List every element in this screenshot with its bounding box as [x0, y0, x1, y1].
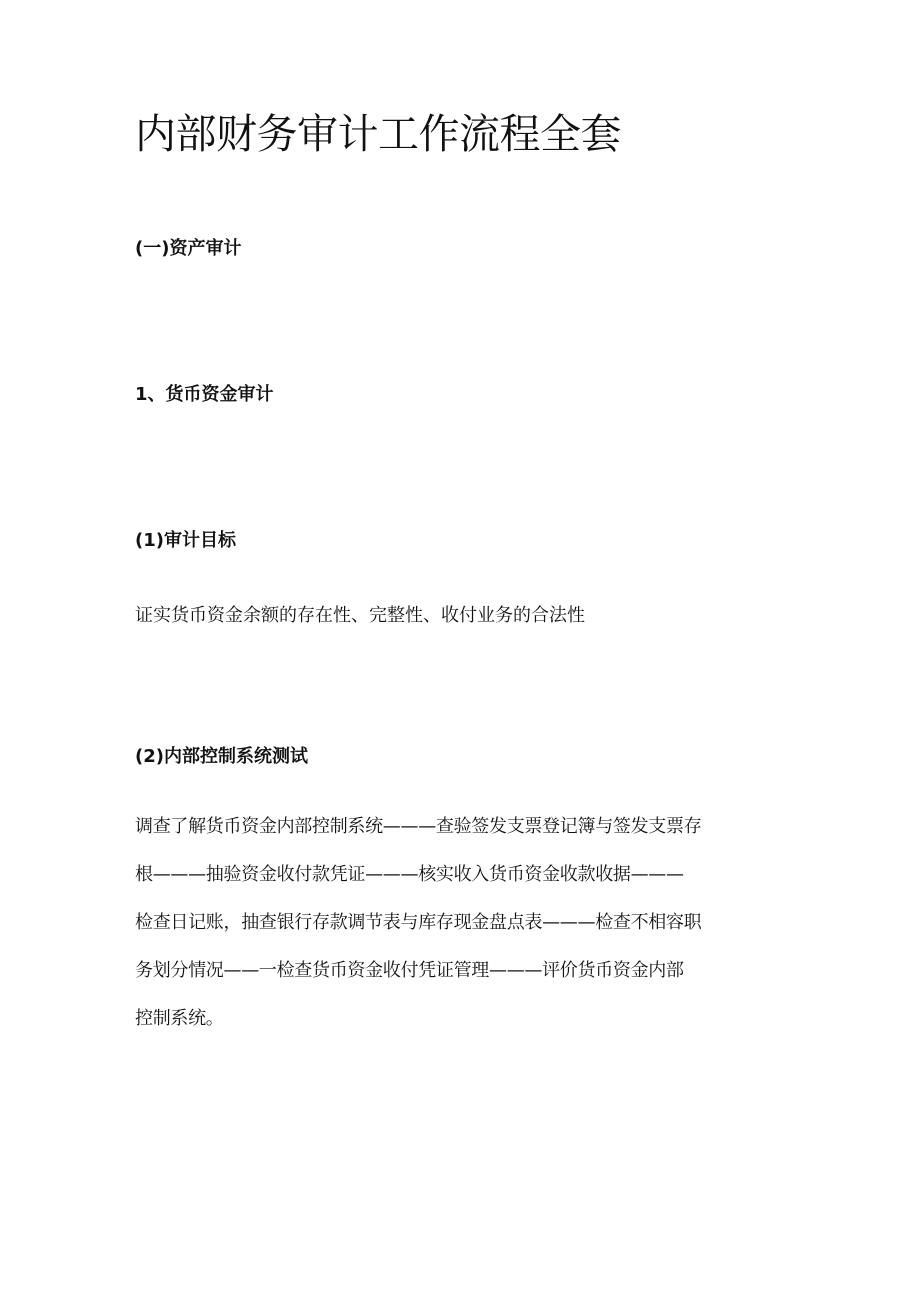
internal-control-paragraph: [135, 815, 795, 1055]
audit-goal-heading: (1)审计目标: [135, 530, 236, 551]
paragraph-line: 调查了解货币资金内部控制系统———查验签发支票登记簿与签发支票存: [135, 816, 702, 837]
paragraph-line: 务划分情况——一检查货币资金收付凭证管理———评价货币资金内部: [135, 960, 684, 981]
subsection-heading-monetary-funds: 1、货币资金审计: [135, 384, 274, 405]
document-title: 内部财务审计工作流程全套: [135, 110, 621, 158]
paragraph-line: 检查日记账，抽查银行存款调节表与库存现金盘点表———检查不相容职: [135, 912, 702, 933]
section-heading-assets: (一)资产审计: [135, 238, 242, 259]
audit-goal-text: 证实货币资金余额的存在性、完整性、收付业务的合法性: [135, 605, 585, 626]
internal-control-heading: (2)内部控制系统测试: [135, 746, 308, 767]
paragraph-line: 控制系统。: [135, 1008, 224, 1029]
paragraph-line: 根———抽验资金收付款凭证———核实收入货币资金收款收据———: [135, 864, 684, 885]
